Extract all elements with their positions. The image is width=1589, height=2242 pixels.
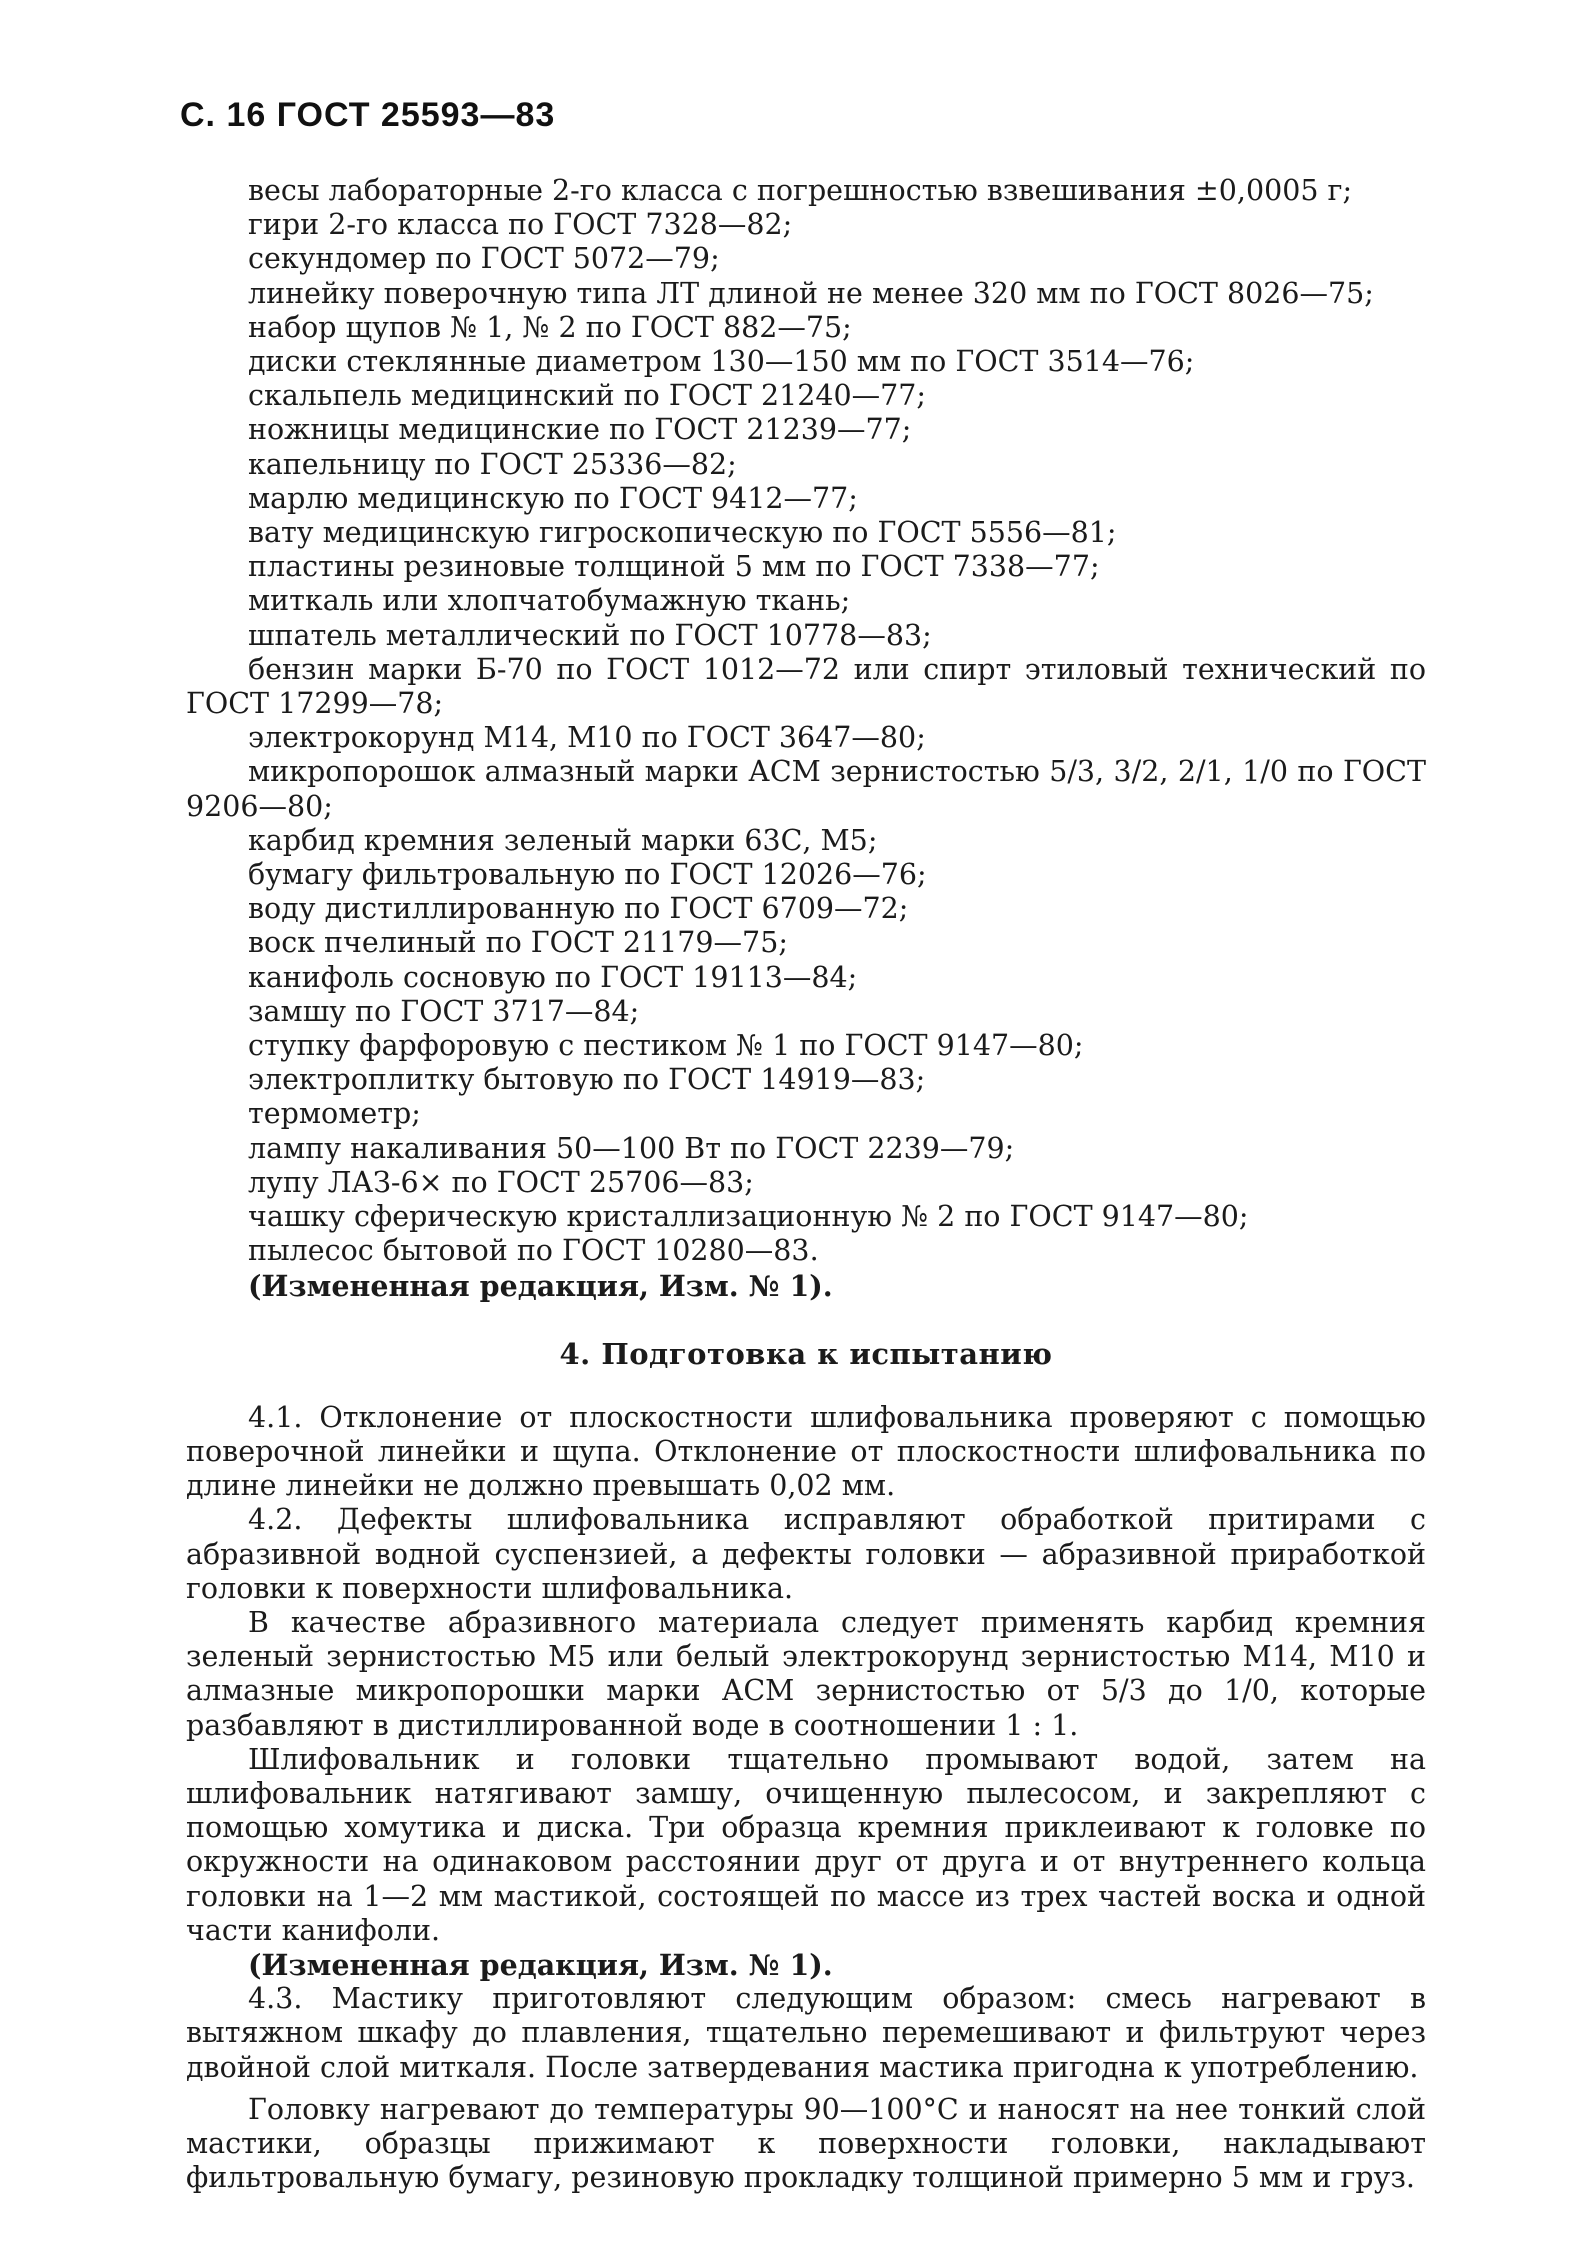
list-item: бумагу фильтровальную по ГОСТ 12026—76; bbox=[248, 858, 927, 892]
list-item: микропорошок алмазный марки АСМ зернистостью 5/3, 3/2, 2/1, 1/0 по ГОСТ 9206—80; bbox=[186, 755, 1426, 823]
list-item: капельницу по ГОСТ 25336—82; bbox=[248, 447, 737, 481]
list-item: термометр; bbox=[248, 1097, 421, 1131]
list-item: скальпель медицинский по ГОСТ 21240—77; bbox=[248, 379, 927, 413]
amendment-note: (Измененная редакция, Изм. № 1). bbox=[248, 1268, 833, 1303]
list-item: набор щупов № 1, № 2 по ГОСТ 882—75; bbox=[248, 310, 852, 344]
list-item: ножницы медицинские по ГОСТ 21239—77; bbox=[248, 413, 912, 447]
list-item: секундомер по ГОСТ 5072—79; bbox=[248, 242, 720, 276]
list-item: линейку поверочную типа ЛТ длиной не менее 320 мм по ГОСТ 8026—75; bbox=[248, 276, 1374, 310]
list-item: пылесос бытовой по ГОСТ 10280—83. bbox=[248, 1234, 819, 1268]
equipment-list bbox=[186, 174, 1426, 1269]
list-item: вату медицинскую гигроскопическую по ГОСТ 5556—81; bbox=[248, 516, 1117, 550]
list-item: электроплитку бытовую по ГОСТ 14919—83; bbox=[248, 1063, 926, 1097]
paragraph-4-3: 4.3. Мастику приготовляют следующим образом: смесь нагревают в вытяжном шкафу до плавления, тщательно перемешивают и фильтруют через двойной слой миткаля. После затвердевания мастика пригодна к употреблению. bbox=[186, 1982, 1426, 2084]
amendment-note: (Измененная редакция, Изм. № 1). bbox=[248, 1947, 833, 1982]
list-item: бензин марки Б-70 по ГОСТ 1012—72 или спирт этиловый технический по ГОСТ 17299—78; bbox=[186, 652, 1426, 721]
list-item: марлю медицинскую по ГОСТ 9412—77; bbox=[248, 481, 858, 515]
list-item: шпатель металлический по ГОСТ 10778—83; bbox=[248, 618, 932, 652]
list-item: воск пчелиный по ГОСТ 21179—75; bbox=[248, 926, 788, 960]
list-item: лампу накаливания 50—100 Вт по ГОСТ 2239—79; bbox=[248, 1131, 1015, 1165]
list-item: диски стеклянные диаметром 130—150 мм по ГОСТ 3514—76; bbox=[248, 345, 1195, 379]
list-item: пластины резиновые толщиной 5 мм по ГОСТ 7338—77; bbox=[248, 550, 1100, 584]
paragraph-4-2-abrasive: В качестве абразивного материала следует применять карбид кремния зеленый зернистостью М5 или белый электрокорунд зернистостью М14, М10 и алмазные микропорошки марки АСМ зернистостью от 5/3 до 1/0, которые разбавляют в дистиллированной воде в соотношении 1 : 1. bbox=[186, 1605, 1426, 1742]
list-item: канифоль сосновую по ГОСТ 19113—84; bbox=[248, 960, 858, 994]
page-header: С. 16 ГОСТ 25593—83 bbox=[180, 96, 556, 134]
document-body bbox=[186, 174, 1426, 2195]
list-item: замшу по ГОСТ 3717—84; bbox=[248, 994, 640, 1028]
list-item: миткаль или хлопчатобумажную ткань; bbox=[248, 584, 851, 618]
paragraph-4-1: 4.1. Отклонение от плоскостности шлифовальника проверяют с помощью поверочной линейки и щупа. Отклонение от плоскостности шлифовальника по длине линейки не должно превышать 0,02 мм. bbox=[186, 1400, 1426, 1503]
paragraph-4-2-mounting: Шлифовальник и головки тщательно промывают водой, затем на шлифовальник натягивают замшу, очищенную пылесосом, и закрепляют с помощью хомутика и диска. Три образца кремния приклеивают к головке по окружности на одинаковом расстоянии друг от друга и от внутреннего кольца головки на 1—2 мм мастикой, состоящей по массе из трех частей воска и одной части канифоли. bbox=[186, 1742, 1426, 1947]
list-item: карбид кремния зеленый марки 63С, М5; bbox=[248, 823, 878, 857]
list-item: воду дистиллированную по ГОСТ 6709—72; bbox=[248, 892, 909, 926]
list-item: чашку сферическую кристаллизационную № 2 по ГОСТ 9147—80; bbox=[248, 1200, 1249, 1234]
paragraph-4-3-heating: Головку нагревают до температуры 90—100°С и наносят на нее тонкий слой мастики, образцы прижимают к поверхности головки, накладывают фильтровальную бумагу, резиновую прокладку толщиной примерно 5 мм и груз. bbox=[186, 2092, 1426, 2195]
list-item: весы лабораторные 2-го класса с погрешностью взвешивания ±0,0005 г; bbox=[248, 174, 1353, 207]
paragraph-4-2: 4.2. Дефекты шлифовальника исправляют обработкой притирами с абразивной водной суспензией, а дефекты головки — абразивной приработкой головки к поверхности шлифовальника. bbox=[186, 1503, 1426, 1605]
list-item: гири 2-го класса по ГОСТ 7328—82; bbox=[248, 208, 793, 242]
list-item: лупу ЛАЗ-6× по ГОСТ 25706—83; bbox=[248, 1165, 754, 1199]
section-heading: 4. Подготовка к испытанию bbox=[559, 1336, 1053, 1371]
list-item: ступку фарфоровую с пестиком № 1 по ГОСТ 9147—80; bbox=[248, 1029, 1084, 1063]
list-item: электрокорунд М14, М10 по ГОСТ 3647—80; bbox=[248, 721, 926, 755]
